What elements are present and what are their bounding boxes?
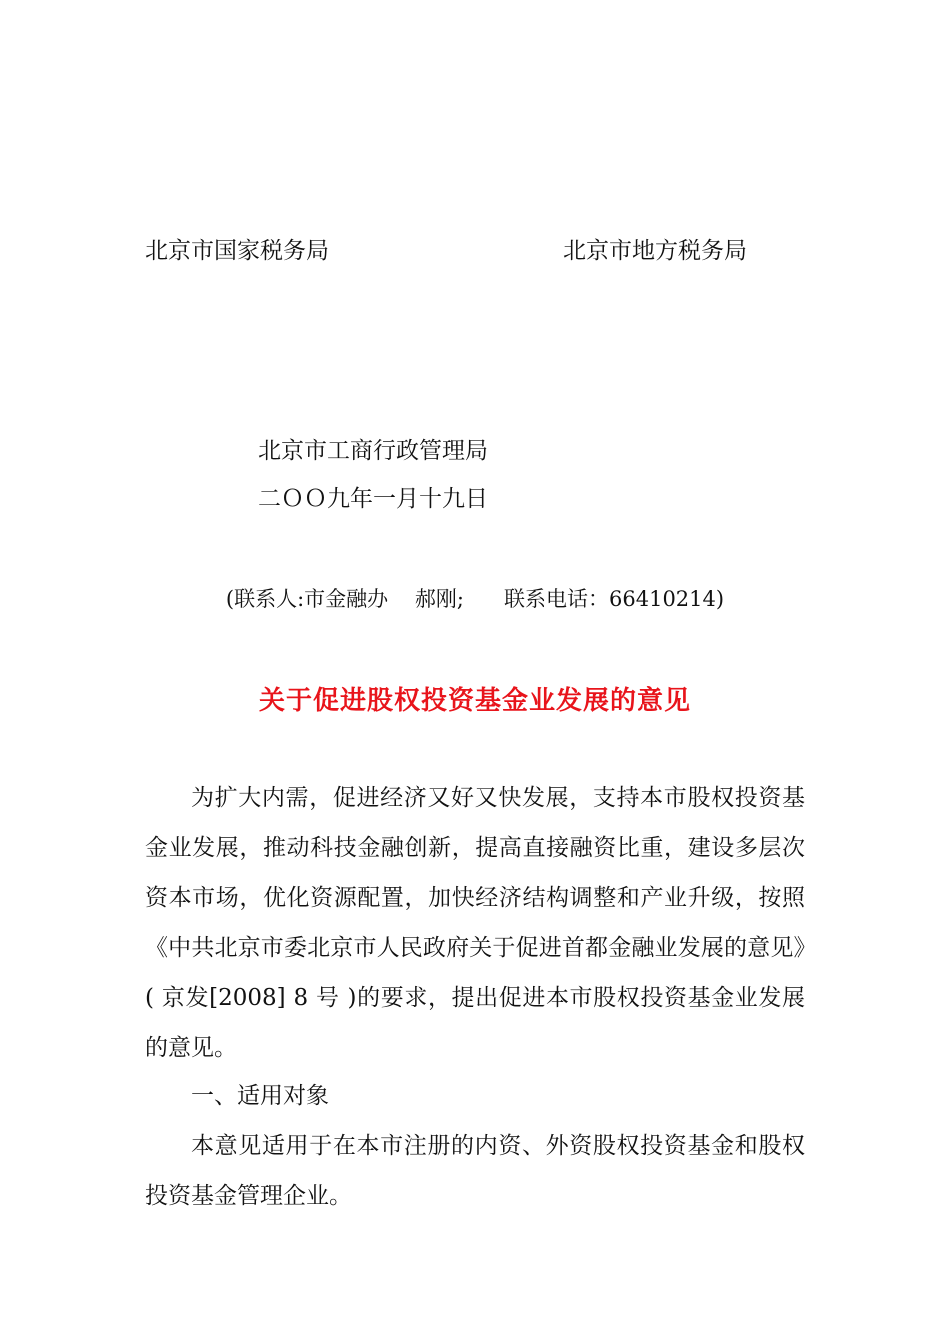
intro-paragraph: 为扩大内需，促进经济又好又快发展，支持本市股权投资基金业发展，推动科技金融创新，提高直接融资比重，建设多层次资本市场，优化资源配置，加快经济结构调整和产业升级，按照《中共北京市委北京市人民政府关于促进首都金融业发展的意见》( 京发[2008] 8 号 )的要求，提出促进本市股权投资基金业发展的意见。 [145, 785, 805, 1061]
contact-info-line: (联系人:市金融办 郝刚; 联系电话：66410214) [225, 587, 725, 611]
document-date: 二ＯＯ九年一月十九日 [258, 486, 488, 512]
signatory-local-tax-bureau: 北京市地方税务局 [563, 238, 747, 264]
section-1-text: 本意见适用于在本市注册的内资、外资股权投资基金和股权投资基金管理企业。 [145, 1133, 805, 1209]
section-1-heading: 一、适用对象 [191, 1083, 329, 1109]
signatory-national-tax-bureau: 北京市国家税务局 [145, 238, 329, 264]
document-title: 关于促进股权投资基金业发展的意见 [258, 686, 691, 716]
signatory-industry-commerce-bureau: 北京市工商行政管理局 [258, 438, 488, 464]
